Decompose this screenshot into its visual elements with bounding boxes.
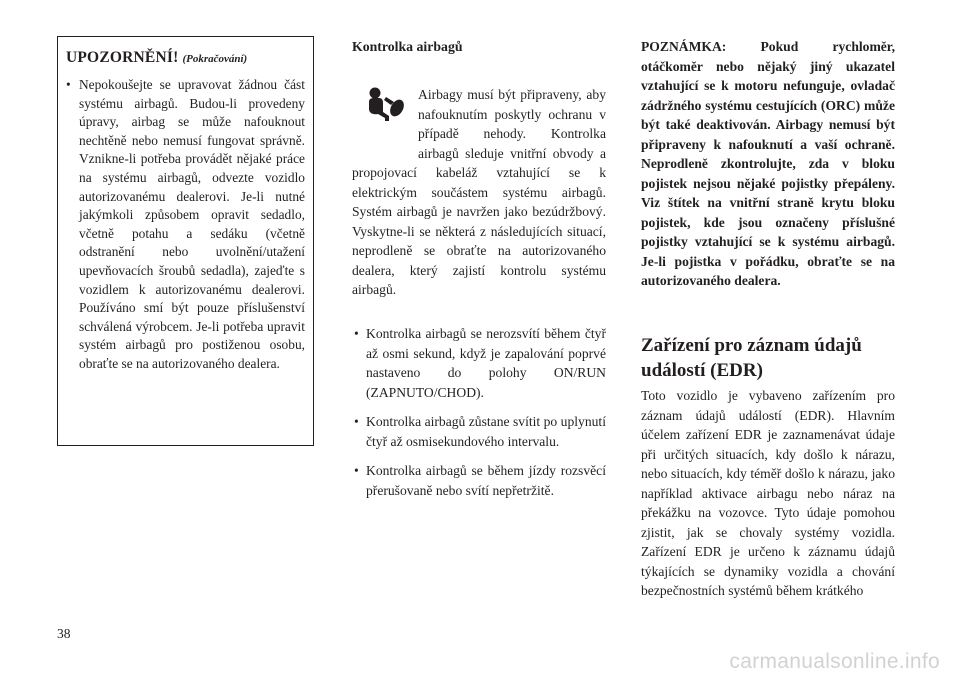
airbag-section-title: Kontrolka airbagů <box>352 39 463 54</box>
list-item-text: Kontrolka airbagů se během jízdy rozsvěcí přerušovaně nebo svítí nepřetržitě. <box>366 463 606 498</box>
list-item <box>352 412 606 451</box>
warning-box <box>57 36 314 446</box>
warning-title: UPOZORNĚNÍ! <box>66 49 179 66</box>
list-item <box>352 461 606 500</box>
bullet-icon: • <box>354 463 359 478</box>
warning-text: Nepokoušejte se upravovat žádnou část systému airbagů. Budou-li provedeny úpravy, airbag se může nafouknout nechtěně nebo nemusí fungovat správně. Vznikne-li potřeba provádět nějaké práce na systému airbagů, odvezte vozidlo autorizovanému dealerovi. Je-li nutné jakýmkoli způsobem opravit sedadlo, včetně potahu a sedáku (včetně odstranění nebo uvolnění/utažení upevňovacích šroubů sedadla), zajeďte s vozidlem k autorizovanému dealerovi. Používáno smí být pouze příslušenství schválená výrobcem. Je-li potřeba upravit systém airbagů pro postiženou osobu, obraťte se na autorizovaného dealera. <box>79 77 305 371</box>
warning-list-item <box>66 76 305 374</box>
warning-continued-label: (Pokračování) <box>182 53 248 65</box>
bullet-icon: • <box>354 414 359 429</box>
note-paragraph: POZNÁMKA: Pokud rychloměr, otáčkoměr nebo nějaký jiný ukazatel vztahující se k motoru nefunguje, ovladač zádržného systému cestujících (ORC) může být také deaktivován. Airbagy nemusí být připraveny k nafouknutí a vaší ochraně. Neprodleně zkontrolujte, zda v bloku pojistek nejsou nějaké pojistky přepáleny. Viz štítek na vnitřní straně krytu bloku pojistek, kde jsou označeny příslušné pojistky vztahující se k systému airbagů. Je-li pojistka v pořádku, obraťte se na autorizovaného dealera. <box>641 39 895 288</box>
bullet-icon: • <box>354 326 359 341</box>
warning-heading <box>66 47 305 70</box>
airbag-paragraph-block <box>352 85 606 300</box>
airbag-paragraph: Airbagy musí být připraveny, aby nafouknutím poskytly ochranu v případě nehody. Kontrolka airbagů sleduje vnitřní obvody a propojovací kabeláž vztahující se k elektrickým součástem systému airbagů. Systém airbagů je navržen jako bezúdržbový. Vyskytne-li se některá z následujících situací, neprodleně se obraťte na autorizovaného dealera, který zajistí kontrolu systému airbagů. <box>352 87 606 297</box>
page-number: 38 <box>57 626 71 641</box>
bullet-icon: • <box>66 77 71 92</box>
edr-section-title: Zařízení pro záznam údajů událostí (EDR) <box>641 335 862 381</box>
airbag-bullet-list <box>352 324 606 500</box>
list-item <box>352 324 606 402</box>
icon-spacer <box>352 85 418 161</box>
list-item-text: Kontrolka airbagů zůstane svítit po uplynutí čtyř až osmisekundového intervalu. <box>366 414 606 449</box>
list-item-text: Kontrolka airbagů se nerozsvítí během čtyř až osmi sekund, když je zapalování poprvé nastaveno do polohy ON/RUN (ZAPNUTO/CHOD). <box>366 326 606 400</box>
watermark: carmanualsonline.info <box>729 650 940 673</box>
edr-paragraph: Toto vozidlo je vybaveno zařízením pro záznam údajů událostí (EDR). Hlavním účelem zařízení EDR je zaznamenávat údaje při určitých situacích, kdy došlo k nárazu, nebo situacích, kdy téměř došlo k nárazu, jako například aktivace airbagu nebo náraz na překážku na vozovce. Tyto údaje pomohou zjistit, jak se chovaly systémy vozidla. Zařízení EDR je určeno k záznamu údajů týkajících se dynamiky vozidla a chování bezpečnostních systémů během krátkého <box>641 388 895 598</box>
